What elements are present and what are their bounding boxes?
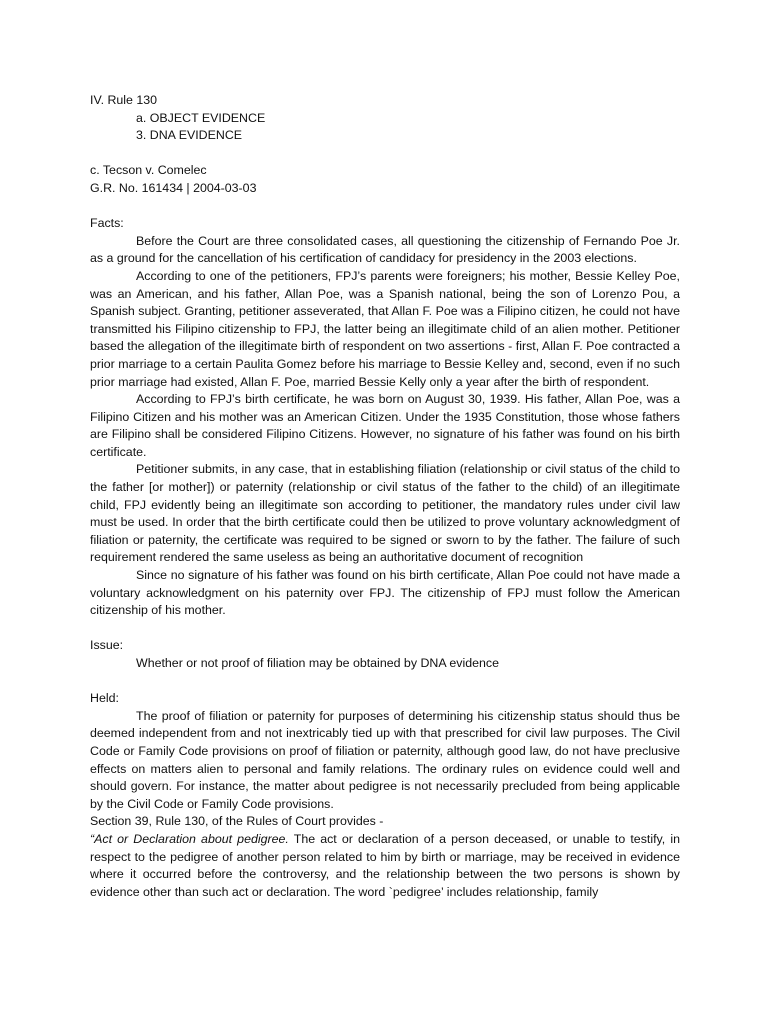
facts-paragraph: Before the Court are three consolidated cases, all questioning the citizenship of Fernando Poe Jr. as a ground for the cancellation of his certification of candidacy for presidency in the 2003 elections. bbox=[90, 233, 680, 266]
document-page bbox=[90, 92, 680, 901]
held-paragraph: The proof of filiation or paternity for purposes of determining his citizenship status should thus be deemed independent from and not inextricably tied up with that prescribed for civil law purposes. The Civil Code or Family Code provisions on proof of filiation or paternity, although good law, do not have preclusive effects on matters alien to personal and family relations. The ordinary rules on evidence could well and should govern. For instance, the matter about pedigree is not necessarily precluded from being applicable by the Civil Code or Family Code provisions. bbox=[90, 708, 680, 811]
case-gr-number: G.R. No. 161434 | 2004-03-03 bbox=[90, 180, 257, 195]
facts-heading: Facts: bbox=[90, 216, 124, 231]
pedigree-quote-lead: “Act or Declaration about pedigree. bbox=[90, 831, 289, 846]
spacer bbox=[90, 145, 680, 163]
pedigree-quote-body: The act or declaration of a person deceased, or unable to testify, in respect to the pedigree of another person related to him by birth or marriage, may be received in evidence where it occurred before the controversy, and the relationship between the two persons is shown by evidence other than such act or declaration. The word `pedigree’ includes relationship, family bbox=[90, 831, 681, 899]
spacer bbox=[90, 198, 680, 216]
facts-paragraph: Petitioner submits, in any case, that in establishing filiation (relationship or civil status of the child to the father [or mother]) or paternity (relationship or civil status of the father to the child) of an illegitimate child, FPJ evidently being an illegitimate son according to petitioner, the mandatory rules under civil law must be used. In order that the birth certificate could then be utilized to prove voluntary acknowledgment of filiation or paternity, the certificate was required to be signed or sworn to by the father. The failure of such requirement rendered the same useless as being an authoritative document of recognition bbox=[90, 462, 680, 565]
spacer bbox=[90, 673, 680, 691]
pedigree-quote bbox=[90, 831, 680, 901]
spacer bbox=[90, 620, 680, 638]
facts-paragraph: According to FPJ’s birth certificate, he was born on August 30, 1939. His father, Allan Poe, was a Filipino Citizen and his mother was an American Citizen. Under the 1935 Constitution, those whose fathers are Filipino shall be considered Filipino Citizens. However, no signature of his father was found on his birth certificate. bbox=[90, 392, 680, 459]
facts-paragraph: Since no signature of his father was found on his birth certificate, Allan Poe could not have made a voluntary acknowledgment on his paternity over FPJ. The citizenship of FPJ must follow the American citizenship of his mother. bbox=[90, 568, 680, 618]
section-citation: Section 39, Rule 130, of the Rules of Court provides - bbox=[90, 814, 384, 829]
object-evidence-heading: a. OBJECT EVIDENCE bbox=[136, 110, 266, 125]
issue-heading: Issue: bbox=[90, 638, 124, 653]
case-title: c. Tecson v. Comelec bbox=[90, 163, 207, 178]
rule-heading: IV. Rule 130 bbox=[90, 93, 158, 107]
facts-paragraph: According to one of the petitioners, FPJ’s parents were foreigners; his mother, Bessie Kelley Poe, was an American, and his father, Allan Poe, was a Spanish national, being the son of Lorenzo Pou, a Spanish subject. Granting, petitioner asseverated, that Allan F. Poe was a Filipino citizen, he could not have transmitted his Filipino citizenship to FPJ, the latter being an illegitimate child of an alien mother. Petitioner based the allegation of the illegitimate birth of respondent on two assertions - first, Allan F. Poe contracted a prior marriage to a certain Paulita Gomez before his marriage to Bessie Kelley and, second, even if no such prior marriage had existed, Allan F. Poe, married Bessie Kelly only a year after the birth of respondent. bbox=[90, 268, 680, 389]
dna-evidence-heading: 3. DNA EVIDENCE bbox=[136, 128, 243, 143]
held-heading: Held: bbox=[90, 691, 119, 706]
issue-text: Whether or not proof of filiation may be obtained by DNA evidence bbox=[136, 656, 499, 670]
